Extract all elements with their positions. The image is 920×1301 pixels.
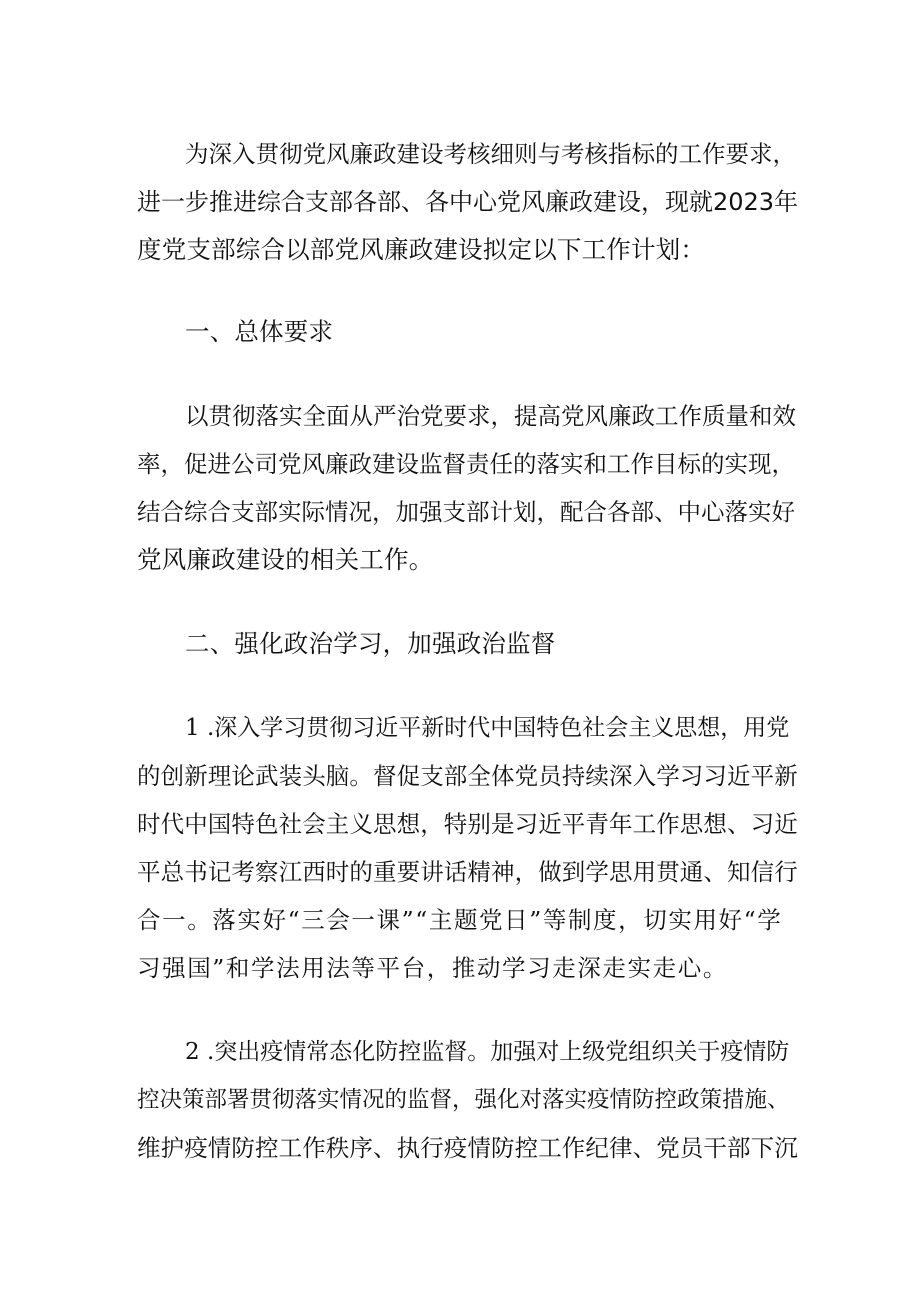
item-1-line-2: 的创新理论武装头脑。督促支部全体党员持续深入学习习近平新 [137, 762, 798, 790]
item-2-line-1: 2 .突出疫情常态化防控监督。加强对上级党组织关于疫情防 [185, 1039, 790, 1065]
section-1-line-1: 以贯彻落实全面从严治党要求，提高党风廉政工作质量和效 [185, 402, 796, 430]
section-1-line-3: 结合综合支部实际情况，加强支部计划，配合各部、中心落实好 [137, 498, 795, 526]
item-1-line-3: 时代中国特色社会主义思想，特别是习近平青年工作思想、习近 [137, 810, 798, 838]
item-2-line-3: 维护疫情防控工作秩序、执行疫情防控工作纪律、党员干部下沉 [137, 1134, 798, 1162]
item-1-line-1: 1 .深入学习贯彻习近平新时代中国特色社会主义思想，用党 [185, 715, 790, 741]
item-1-line-4: 平总书记考察江西时的重要讲话精神，做到学思用贯通、知信行 [137, 858, 798, 886]
item-2-line-2: 控决策部署贯彻落实情况的监督，强化对落实疫情防控政策措施、 [137, 1087, 790, 1113]
item-1-line-6: 习强国”和学法用法等平台，推动学习走深走实走心。 [137, 954, 728, 982]
intro-line-3: 度党支部综合以部党风廉政建设拟定以下工作计划： [137, 235, 706, 264]
section-1-heading: 一、总体要求 [185, 317, 334, 346]
item-1-line-5: 合一。落实好“三会一课”“主题党日”等制度，切实用好“学 [137, 906, 783, 934]
section-1-line-2: 率，促进公司党风廉政建设监督责任的落实和工作目标的实现， [137, 450, 795, 478]
intro-line-2: 进一步推进综合支部各部、各中心党风廉政建设，现就2023年 [137, 188, 799, 216]
section-2-heading: 二、强化政治学习，加强政治监督 [185, 629, 556, 658]
intro-line-1: 为深入贯彻党风廉政建设考核细则与考核指标的工作要求， [185, 140, 796, 168]
section-1-line-4: 党风廉政建设的相关工作。 [137, 545, 434, 574]
